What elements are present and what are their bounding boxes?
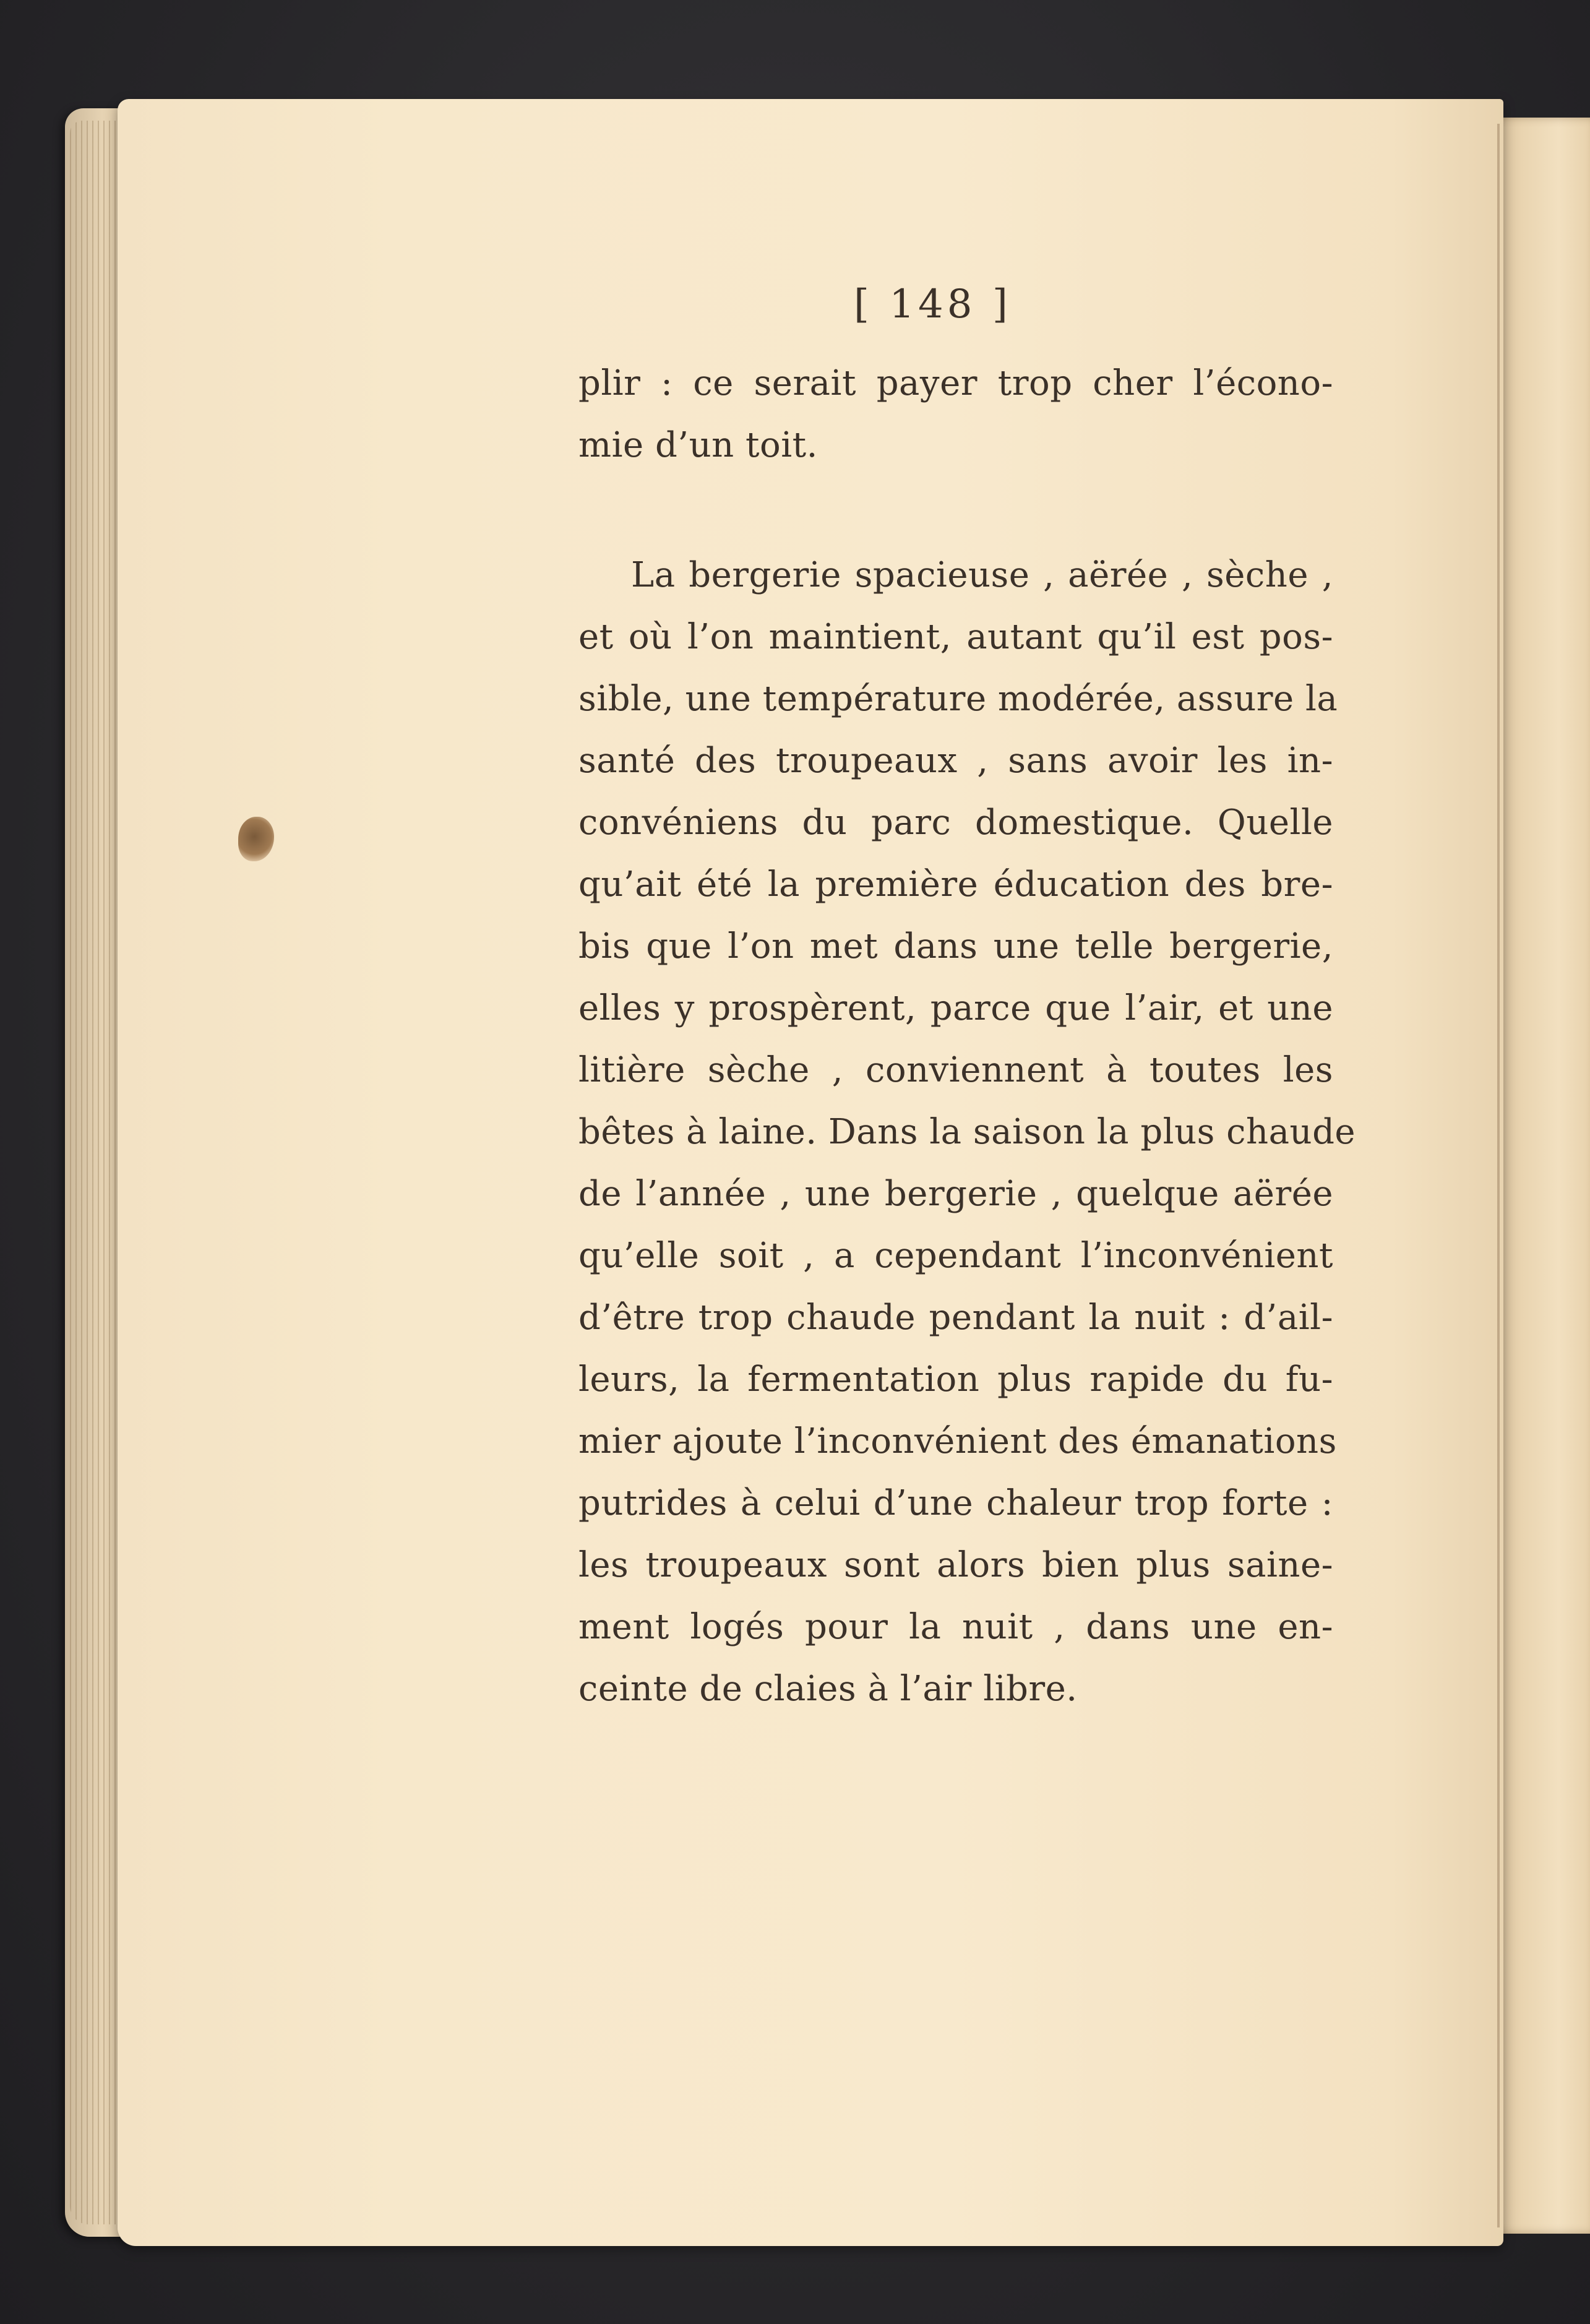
text-line: mie d’un toit.	[578, 425, 818, 465]
text-line: litière sèche , conviennent à toutes les	[578, 1050, 1333, 1090]
text-line: mier ajoute l’inconvénient des émanations	[578, 1421, 1337, 1461]
text-line: leurs, la fermentation plus rapide du fu-	[578, 1359, 1333, 1400]
text-line: sible, une température modérée, assure la	[578, 679, 1338, 719]
text-line: La bergerie spacieuse , aërée , sèche ,	[631, 555, 1333, 595]
text-line: elles y prospèrent, parce que l’air, et une	[578, 988, 1333, 1028]
text-line: les troupeaux sont alors bien plus saine-	[578, 1545, 1333, 1585]
text-line: d’être trop chaude pendant la nuit : d’ail-	[578, 1298, 1333, 1338]
text-line: bêtes à laine. Dans la saison la plus chaude	[578, 1112, 1356, 1152]
text-line: plir : ce serait payer trop cher l’écono-	[578, 363, 1333, 403]
gutter-line	[1497, 124, 1500, 2227]
text-line: qu’ait été la première éducation des bre-	[578, 864, 1333, 905]
text-line: qu’elle soit , a cependant l’inconvénient	[578, 1236, 1333, 1276]
page-number-header: [ 148 ]	[854, 282, 1012, 327]
text-line: de l’année , une bergerie , quelque aërée	[578, 1174, 1333, 1214]
text-line: ment logés pour la nuit , dans une en-	[578, 1607, 1333, 1647]
text-line: ceinte de claies à l’air libre.	[578, 1669, 1078, 1709]
text-line: et où l’on maintient, autant qu’il est pos-	[578, 617, 1333, 657]
text-line: bis que l’on met dans une telle bergerie,	[578, 926, 1333, 966]
text-line: santé des troupeaux , sans avoir les in-	[578, 741, 1333, 781]
text-line: putrides à celui d’une chaleur trop forte :	[578, 1483, 1333, 1523]
text-line: convéniens du parc domestique. Quelle	[578, 803, 1333, 843]
